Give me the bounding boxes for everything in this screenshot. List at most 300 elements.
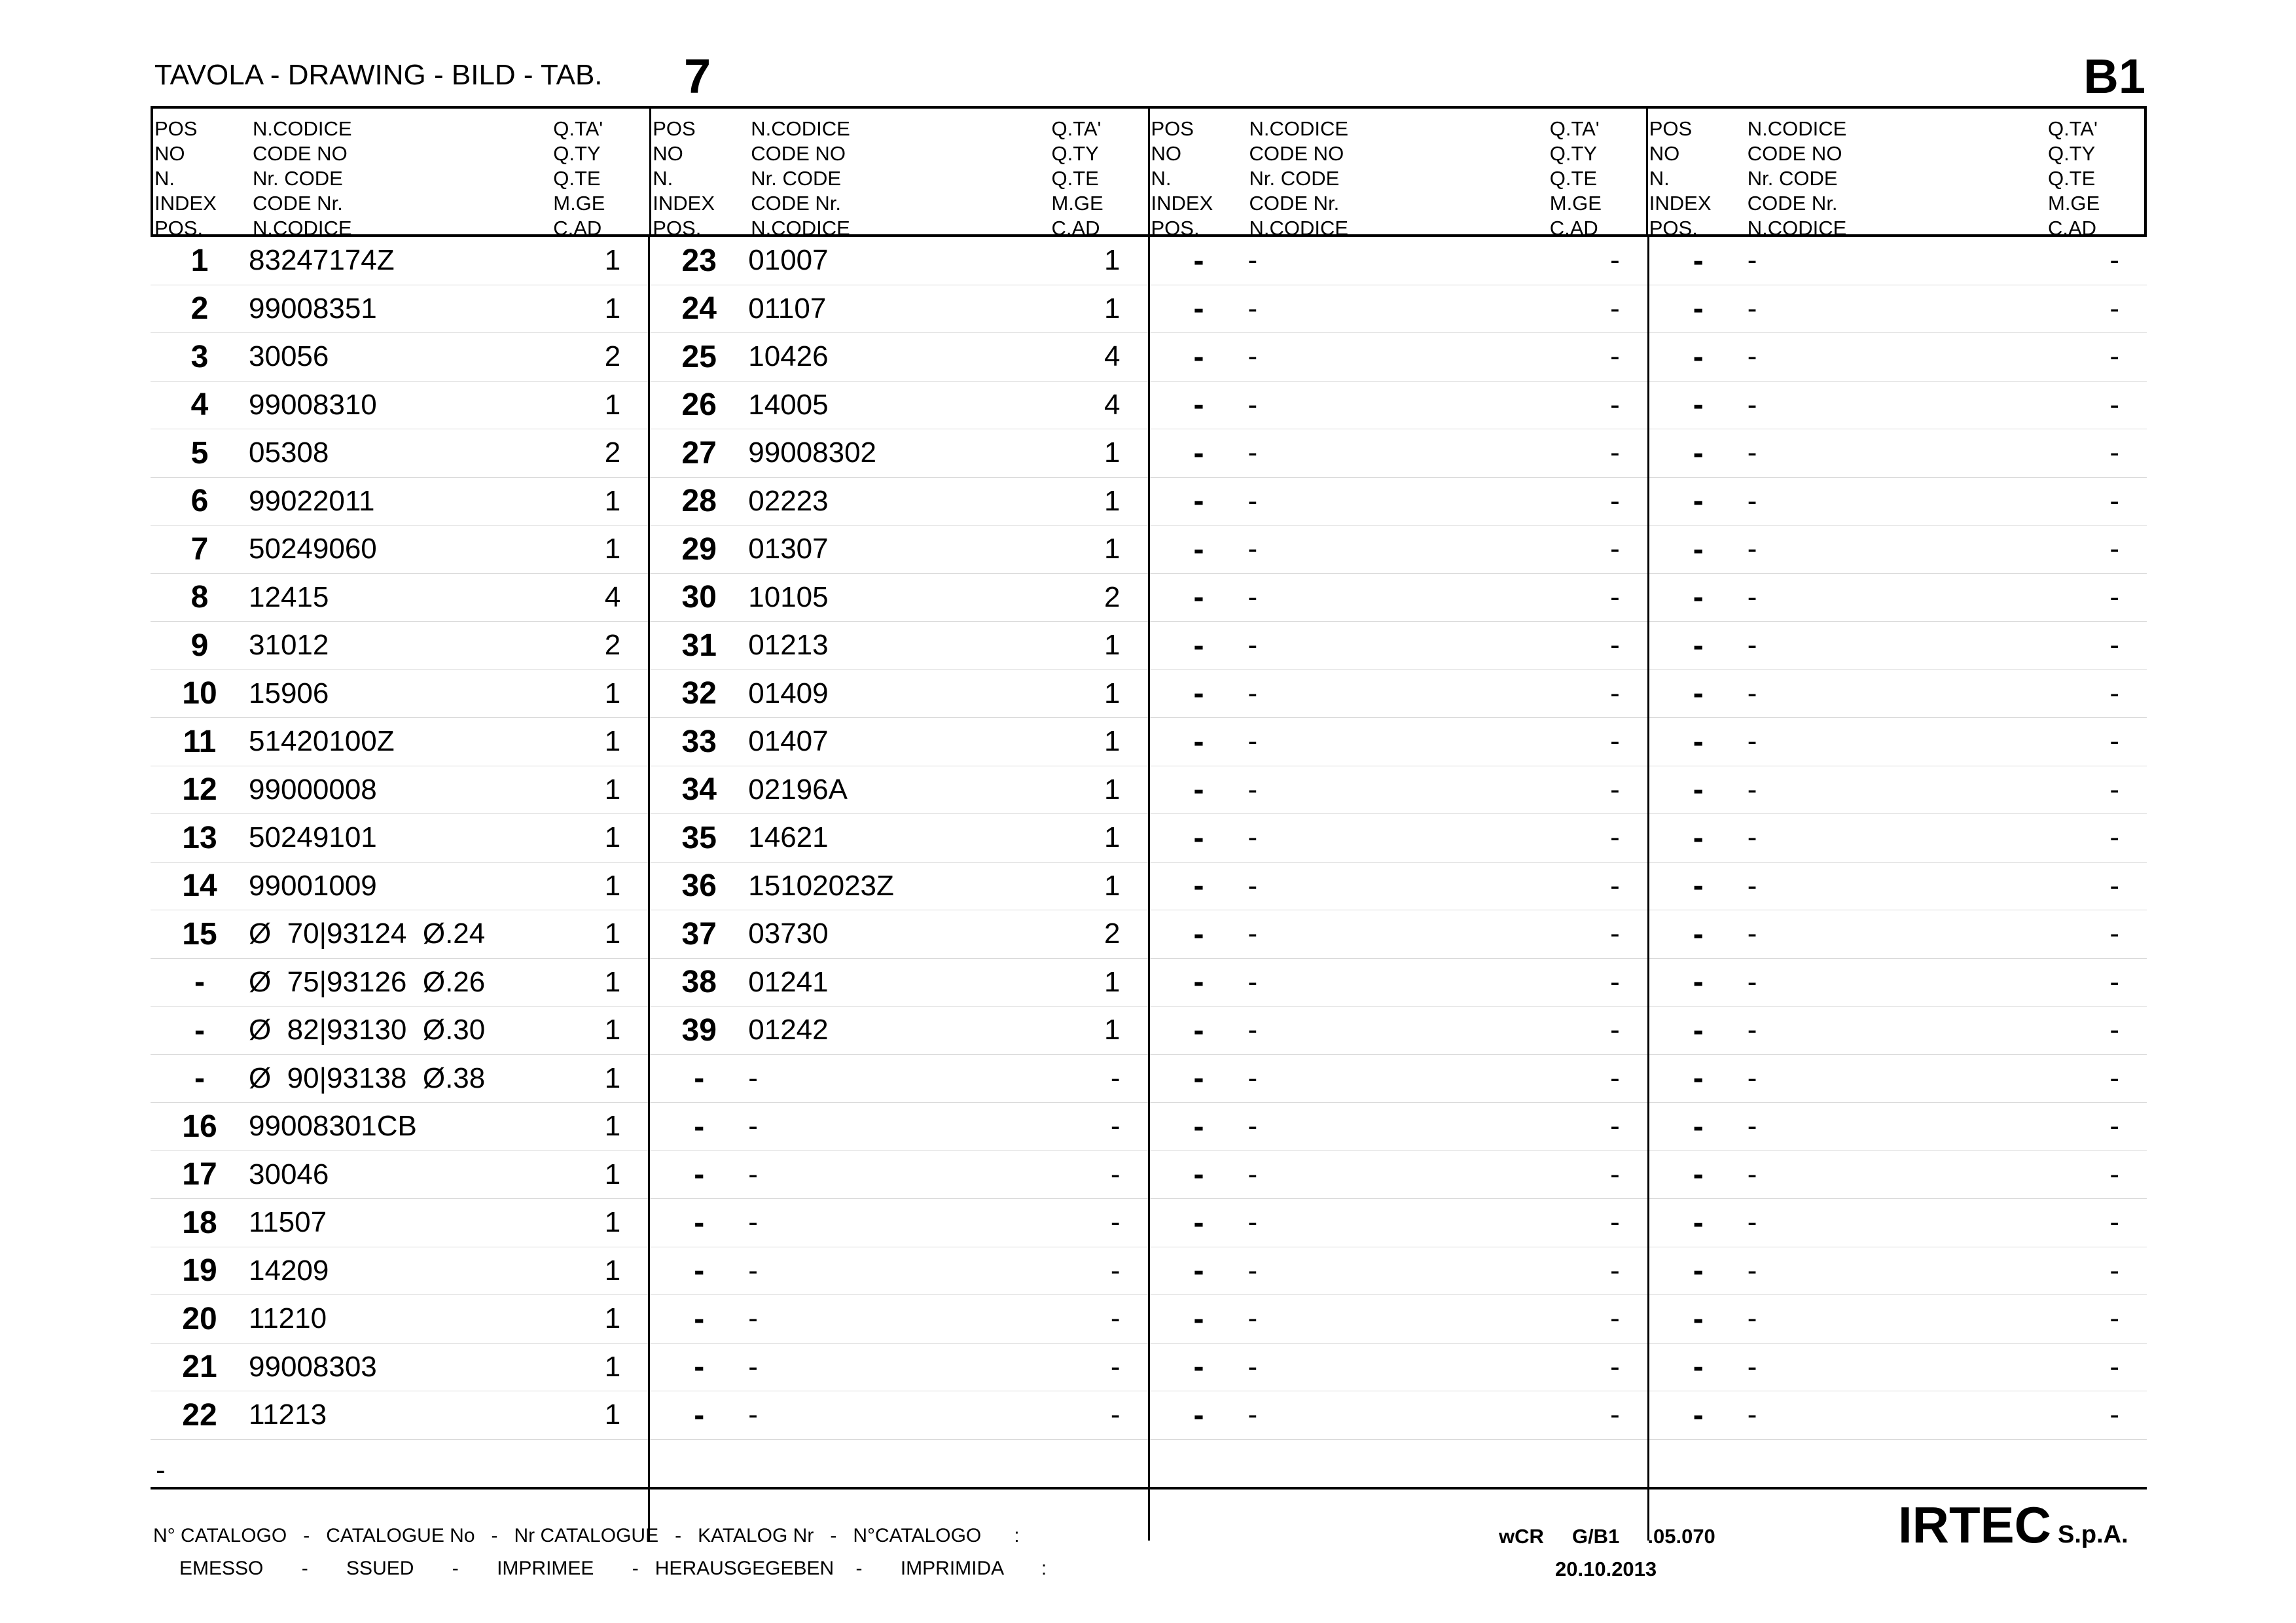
- position-cell: 39: [681, 1012, 717, 1048]
- position-cell: -: [694, 1301, 705, 1336]
- title-row: [151, 46, 2147, 105]
- quantity-cell: 1: [604, 918, 621, 950]
- header-label: Nr. CODE: [1747, 167, 1838, 190]
- code-cell: -: [748, 1254, 758, 1287]
- header-label: C.AD: [553, 217, 602, 240]
- table-row: [1150, 718, 1647, 766]
- quantity-cell: 1: [1104, 629, 1121, 662]
- header-qty-labels: [553, 109, 649, 240]
- header-label: N.CODICE: [253, 117, 352, 140]
- quantity-cell: -: [2109, 580, 2119, 613]
- code-cell: 01307: [748, 533, 829, 565]
- quantity-cell: -: [2109, 629, 2119, 662]
- header-label: Nr. CODE: [1249, 167, 1340, 190]
- position-cell: -: [1693, 339, 1704, 374]
- position-cell: 30: [681, 580, 717, 615]
- table-row: [650, 526, 1147, 574]
- header-code-labels: [253, 109, 553, 240]
- quantity-cell: 1: [604, 1110, 621, 1143]
- code-cell: -: [1247, 773, 1258, 806]
- header-label: Q.TY: [553, 142, 601, 165]
- quantity-cell: 1: [1104, 244, 1121, 277]
- code-cell: -: [1247, 918, 1258, 950]
- quantity-cell: -: [1110, 1350, 1121, 1383]
- position-cell: -: [1193, 1157, 1204, 1192]
- header-pos-labels: [651, 109, 751, 240]
- quantity-cell: 1: [604, 533, 621, 565]
- quantity-cell: 2: [1104, 918, 1121, 950]
- quantity-cell: -: [1110, 1399, 1121, 1431]
- header-label: INDEX: [154, 192, 217, 215]
- quantity-cell: 1: [1104, 677, 1121, 709]
- quantity-cell: -: [2109, 1302, 2119, 1335]
- position-cell: -: [1693, 724, 1704, 759]
- table-body: [151, 237, 2147, 1541]
- position-cell: 29: [681, 531, 717, 567]
- table-row: [1150, 285, 1647, 334]
- code-cell: 03730: [748, 918, 829, 950]
- quantity-cell: -: [1610, 1254, 1620, 1287]
- table-row: [1150, 1295, 1647, 1344]
- table-row: [151, 959, 648, 1007]
- code-cell: -: [1247, 292, 1258, 325]
- table-row: [650, 622, 1147, 670]
- code-cell: 01407: [748, 725, 829, 758]
- position-cell: -: [1193, 1301, 1204, 1336]
- position-cell: 32: [681, 676, 717, 711]
- header-label: CODE NO: [253, 142, 348, 165]
- footnote: -: [156, 1454, 166, 1486]
- code-cell: 01007: [748, 244, 829, 277]
- position-cell: -: [1193, 1061, 1204, 1096]
- header-label: Q.TE: [2048, 167, 2096, 190]
- table-row: [1150, 1055, 1647, 1103]
- quantity-cell: -: [2109, 965, 2119, 998]
- quantity-cell: -: [1110, 1206, 1121, 1239]
- code-cell: 15102023Z: [748, 869, 894, 902]
- table-row: [1649, 670, 2147, 719]
- quantity-cell: -: [1610, 1110, 1620, 1143]
- position-cell: -: [1693, 1205, 1704, 1240]
- parts-table: [151, 106, 2147, 1541]
- quantity-cell: -: [2109, 437, 2119, 469]
- header-label: CODE NO: [1747, 142, 1842, 165]
- brand-name: IRTEC: [1898, 1496, 2051, 1554]
- quantity-cell: -: [1610, 533, 1620, 565]
- body-column-group: [1647, 237, 2147, 1541]
- position-cell: -: [1693, 1253, 1704, 1289]
- position-cell: 17: [182, 1157, 217, 1192]
- header-label: Q.TE: [1549, 167, 1598, 190]
- table-row: [151, 622, 648, 670]
- position-cell: -: [1693, 965, 1704, 1000]
- quantity-cell: -: [2109, 725, 2119, 758]
- table-row: [151, 1391, 648, 1440]
- code-cell: -: [1747, 1302, 1757, 1335]
- quantity-cell: -: [2109, 1110, 2119, 1143]
- code-cell: -: [1247, 244, 1258, 277]
- code-cell: -: [748, 1399, 758, 1431]
- quantity-cell: 1: [1104, 484, 1121, 517]
- code-cell: 99001009: [249, 869, 377, 902]
- catalogue-code: wCR G/B1 .05.070: [1499, 1525, 1715, 1548]
- quantity-cell: -: [1610, 677, 1620, 709]
- header-label: CODE Nr.: [1747, 192, 1838, 215]
- code-cell: 99008310: [249, 388, 377, 421]
- table-row: [650, 863, 1147, 911]
- code-cell: 05308: [249, 437, 329, 469]
- position-cell: 22: [182, 1397, 217, 1433]
- table-row: [650, 718, 1147, 766]
- table-row: [650, 670, 1147, 719]
- header-label: N.: [1649, 167, 1670, 190]
- position-cell: 31: [681, 628, 717, 663]
- position-cell: -: [194, 1061, 205, 1096]
- table-row: [1649, 959, 2147, 1007]
- header-label: N.CODICE: [1747, 117, 1847, 140]
- quantity-cell: 1: [604, 1158, 621, 1190]
- quantity-cell: 1: [604, 388, 621, 421]
- header-label: Q.TE: [1051, 167, 1099, 190]
- code-cell: -: [1247, 965, 1258, 998]
- table-row: [151, 910, 648, 959]
- code-cell: -: [1247, 340, 1258, 373]
- footer-divider: [151, 1487, 2147, 1489]
- code-cell: -: [1247, 629, 1258, 662]
- table-row: [1649, 1391, 2147, 1440]
- position-cell: 15: [182, 916, 217, 952]
- quantity-cell: 1: [604, 484, 621, 517]
- code-cell: 10105: [748, 580, 829, 613]
- table-row: [1649, 814, 2147, 863]
- position-cell: -: [1693, 1349, 1704, 1385]
- header-label: Q.TA': [2048, 117, 2098, 140]
- table-row: [650, 1391, 1147, 1440]
- position-cell: -: [1693, 387, 1704, 423]
- table-row: [1649, 429, 2147, 478]
- position-cell: -: [694, 1253, 705, 1289]
- position-cell: -: [1193, 435, 1204, 471]
- table-row: [1150, 526, 1647, 574]
- table-row: [1150, 1103, 1647, 1151]
- quantity-cell: 1: [604, 677, 621, 709]
- code-cell: 30046: [249, 1158, 329, 1190]
- table-row: [1649, 863, 2147, 911]
- body-column-group: [151, 237, 648, 1541]
- header-label: CODE NO: [1249, 142, 1344, 165]
- table-row: [1150, 429, 1647, 478]
- header-label: POS.: [154, 217, 204, 240]
- quantity-cell: -: [1610, 965, 1620, 998]
- position-cell: 9: [190, 628, 209, 663]
- header-label: INDEX: [653, 192, 715, 215]
- code-cell: 14621: [748, 821, 829, 854]
- header-label: Nr. CODE: [751, 167, 842, 190]
- quantity-cell: 1: [1104, 869, 1121, 902]
- quantity-cell: -: [2109, 533, 2119, 565]
- header-label: POS: [1151, 117, 1194, 140]
- quantity-cell: -: [1610, 292, 1620, 325]
- quantity-cell: -: [1110, 1110, 1121, 1143]
- table-row: [151, 574, 648, 622]
- table-row: [650, 1151, 1147, 1200]
- header-label: INDEX: [1151, 192, 1213, 215]
- header-label: Q.TA': [553, 117, 603, 140]
- position-cell: 19: [182, 1253, 217, 1289]
- code-cell: -: [1247, 1399, 1258, 1431]
- quantity-cell: -: [2109, 918, 2119, 950]
- code-cell: 14209: [249, 1254, 329, 1287]
- quantity-cell: 1: [604, 869, 621, 902]
- position-cell: -: [1693, 628, 1704, 663]
- code-cell: -: [1747, 1110, 1757, 1143]
- position-cell: -: [1193, 243, 1204, 278]
- position-cell: -: [1193, 339, 1204, 374]
- position-cell: -: [1193, 868, 1204, 904]
- quantity-cell: -: [1610, 1399, 1620, 1431]
- table-row: [1649, 1295, 2147, 1344]
- code-cell: -: [748, 1110, 758, 1143]
- code-cell: 01409: [748, 677, 829, 709]
- position-cell: -: [1193, 1253, 1204, 1289]
- quantity-cell: -: [2109, 1206, 2119, 1239]
- table-row: [1649, 574, 2147, 622]
- quantity-cell: 1: [604, 244, 621, 277]
- position-cell: -: [194, 965, 205, 1000]
- code-cell: -: [1747, 1254, 1757, 1287]
- quantity-cell: 1: [604, 1061, 621, 1094]
- quantity-cell: 1: [1104, 725, 1121, 758]
- code-cell: -: [1247, 1061, 1258, 1094]
- code-cell: -: [748, 1158, 758, 1190]
- quantity-cell: -: [1610, 244, 1620, 277]
- code-cell: 31012: [249, 629, 329, 662]
- table-row: [1150, 382, 1647, 430]
- quantity-cell: -: [2109, 1014, 2119, 1046]
- table-row: [151, 478, 648, 526]
- position-cell: -: [1193, 531, 1204, 567]
- header-label: N.CODICE: [751, 217, 850, 240]
- table-row: [151, 237, 648, 285]
- quantity-cell: -: [2109, 340, 2119, 373]
- quantity-cell: 1: [1104, 437, 1121, 469]
- header-column-group: [1646, 109, 2144, 240]
- quantity-cell: -: [1610, 821, 1620, 854]
- header-label: C.AD: [1549, 217, 1598, 240]
- position-cell: -: [1193, 1205, 1204, 1240]
- code-cell: -: [1747, 1399, 1757, 1431]
- header-label: Q.TY: [1549, 142, 1598, 165]
- position-cell: 26: [681, 387, 717, 423]
- header-label: M.GE: [553, 192, 605, 215]
- header-label: NO: [1151, 142, 1181, 165]
- header-label: POS: [154, 117, 198, 140]
- position-cell: 33: [681, 724, 717, 759]
- code-cell: Ø 82|93130 Ø.30: [249, 1014, 486, 1046]
- header-label: CODE Nr.: [253, 192, 343, 215]
- code-cell: 11210: [249, 1302, 327, 1335]
- position-cell: -: [1693, 676, 1704, 711]
- quantity-cell: -: [1610, 1350, 1620, 1383]
- position-cell: -: [1693, 580, 1704, 615]
- code-cell: 01107: [748, 292, 827, 325]
- position-cell: -: [194, 1012, 205, 1048]
- code-cell: -: [1247, 821, 1258, 854]
- code-cell: -: [748, 1206, 758, 1239]
- header-label: M.GE: [1549, 192, 1602, 215]
- table-row: [650, 1295, 1147, 1344]
- code-cell: -: [1247, 869, 1258, 902]
- position-cell: 4: [190, 387, 209, 423]
- table-row: [151, 526, 648, 574]
- quantity-cell: 1: [1104, 533, 1121, 565]
- position-cell: -: [694, 1349, 705, 1385]
- table-row: [650, 814, 1147, 863]
- page-code: B1: [2083, 49, 2145, 103]
- header-label: N.: [1151, 167, 1172, 190]
- quantity-cell: 1: [1104, 821, 1121, 854]
- quantity-cell: -: [1110, 1158, 1121, 1190]
- table-row: [151, 429, 648, 478]
- header-label: M.GE: [2048, 192, 2100, 215]
- table-row: [1150, 1151, 1647, 1200]
- table-row: [1649, 910, 2147, 959]
- quantity-cell: 1: [604, 1302, 621, 1335]
- quantity-cell: 1: [1104, 773, 1121, 806]
- table-row: [1649, 1055, 2147, 1103]
- position-cell: -: [694, 1061, 705, 1096]
- position-cell: 11: [183, 724, 217, 759]
- table-row: [1649, 622, 2147, 670]
- header-label: M.GE: [1051, 192, 1103, 215]
- table-row: [1649, 1344, 2147, 1392]
- quantity-cell: -: [1610, 1302, 1620, 1335]
- position-cell: -: [1693, 1301, 1704, 1336]
- code-cell: -: [1247, 580, 1258, 613]
- table-row: [1649, 333, 2147, 382]
- table-row: [1150, 863, 1647, 911]
- quantity-cell: -: [2109, 821, 2119, 854]
- code-cell: 11213: [249, 1399, 327, 1431]
- position-cell: -: [694, 1205, 705, 1240]
- table-row: [1150, 670, 1647, 719]
- position-cell: -: [1693, 772, 1704, 808]
- body-column-group: [648, 237, 1147, 1541]
- position-cell: -: [1693, 291, 1704, 327]
- table-row: [1150, 766, 1647, 815]
- code-cell: -: [1247, 437, 1258, 469]
- code-cell: 51420100Z: [249, 725, 395, 758]
- position-cell: -: [1693, 1109, 1704, 1144]
- header-label: INDEX: [1649, 192, 1712, 215]
- code-cell: -: [1247, 1158, 1258, 1190]
- position-cell: 20: [182, 1301, 217, 1336]
- header-qty-labels: [1549, 109, 1646, 240]
- code-cell: 15906: [249, 677, 329, 709]
- table-row: [1150, 1247, 1647, 1296]
- quantity-cell: -: [1610, 869, 1620, 902]
- code-cell: Ø 70|93124 Ø.24: [249, 918, 486, 950]
- position-cell: -: [1693, 1061, 1704, 1096]
- position-cell: -: [1693, 916, 1704, 952]
- table-row: [1649, 382, 2147, 430]
- position-cell: 34: [681, 772, 717, 808]
- position-cell: 14: [182, 868, 217, 904]
- table-row: [1150, 574, 1647, 622]
- table-row: [1150, 478, 1647, 526]
- quantity-cell: 1: [604, 1014, 621, 1046]
- table-row: [151, 1007, 648, 1055]
- header-label: Q.TA': [1549, 117, 1600, 140]
- table-row: [1649, 478, 2147, 526]
- table-row: [650, 1007, 1147, 1055]
- quantity-cell: 4: [604, 580, 621, 613]
- code-cell: 30056: [249, 340, 329, 373]
- code-cell: -: [1747, 1350, 1757, 1383]
- header-column-group: [1148, 109, 1646, 240]
- position-cell: -: [1693, 1397, 1704, 1433]
- quantity-cell: -: [1610, 629, 1620, 662]
- table-row: [1649, 766, 2147, 815]
- quantity-cell: -: [1610, 1014, 1620, 1046]
- table-row: [1150, 622, 1647, 670]
- table-row: [1150, 1007, 1647, 1055]
- position-cell: 27: [681, 435, 717, 471]
- issue-date: 20.10.2013: [1555, 1558, 1657, 1580]
- code-cell: -: [1247, 1110, 1258, 1143]
- code-cell: 01213: [748, 629, 829, 662]
- code-cell: -: [1747, 292, 1757, 325]
- table-row: [1150, 1344, 1647, 1392]
- table-row: [151, 670, 648, 719]
- table-row: [151, 718, 648, 766]
- table-row: [1649, 1007, 2147, 1055]
- code-cell: -: [748, 1302, 758, 1335]
- quantity-cell: -: [2109, 1254, 2119, 1287]
- table-row: [151, 1247, 648, 1296]
- code-cell: -: [1247, 725, 1258, 758]
- position-cell: 16: [182, 1109, 217, 1144]
- header-label: Nr. CODE: [253, 167, 343, 190]
- code-cell: -: [1247, 677, 1258, 709]
- table-row: [650, 1344, 1147, 1392]
- code-cell: -: [1747, 340, 1757, 373]
- position-cell: 5: [190, 435, 209, 471]
- quantity-cell: 1: [604, 1254, 621, 1287]
- code-cell: -: [1247, 1206, 1258, 1239]
- code-cell: 99022011: [249, 484, 375, 517]
- table-row: [650, 910, 1147, 959]
- position-cell: -: [1193, 965, 1204, 1000]
- quantity-cell: -: [1110, 1254, 1121, 1287]
- code-cell: -: [1747, 965, 1757, 998]
- code-cell: -: [1247, 388, 1258, 421]
- table-row: [1150, 237, 1647, 285]
- table-row: [1649, 1199, 2147, 1247]
- header-qty-labels: [1051, 109, 1148, 240]
- quantity-cell: -: [2109, 292, 2119, 325]
- header-label: POS: [653, 117, 696, 140]
- table-row: [650, 382, 1147, 430]
- code-cell: -: [1247, 1254, 1258, 1287]
- table-row: [151, 333, 648, 382]
- code-cell: Ø 75|93126 Ø.26: [249, 965, 486, 998]
- code-cell: -: [1247, 1302, 1258, 1335]
- code-cell: -: [1747, 580, 1757, 613]
- table-header: [151, 106, 2147, 240]
- code-cell: -: [1747, 677, 1757, 709]
- position-cell: -: [1193, 1109, 1204, 1144]
